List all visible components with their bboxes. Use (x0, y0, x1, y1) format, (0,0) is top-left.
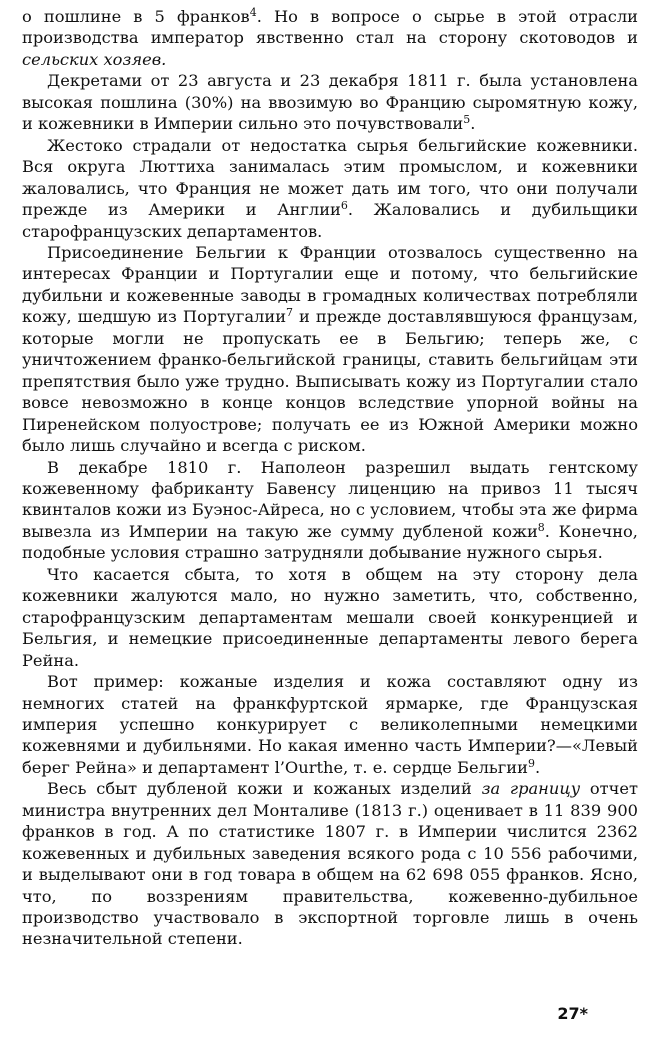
text-run: Что касается сбыта, то хотя в общем на эту сторону дела кожевники жалуются мало, но нужно заметить, что, собственно, старофранцузским департаментам мешали своей конкуренцией и Бельгия, и немецкие присоединенные департаменты левого берега Рейна. (22, 564, 638, 670)
text-run: о пошлине в 5 франков (22, 7, 250, 26)
paragraph (22, 564, 638, 671)
footnote-reference: 6 (340, 199, 348, 213)
paragraph (22, 457, 638, 564)
text-run: В декабре 1810 г. Наполеон разрешил выдать гентскому кожевенному фабриканту Бавенсу лиценцию на привоз 11 тысяч квинталов кожи из Буэнос-Айреса, но с условием, чтобы эта же фирма вывезла из Империи на такую же сумму дубленой кожи (22, 457, 638, 541)
paragraph (22, 135, 638, 242)
text-run: Декретами от 23 августа и 23 декабря 1811 г. была установлена высокая пошлина (30%) на ввозимую во Францию сыромятную кожу, и кожевники в Империи сильно это почувствовали (22, 71, 638, 134)
text-run: Вот пример: кожаные изделия и кожа составляют одну из немногих статей на франкфуртской ярмарке, где Французская империя успешно конкурирует с великолепными немецкими кожевнями и дубильнями. Но какая именно часть Империи?—«Левый берег Рейна» и департамент l’Ourthe, т. е. сердце Бельгии (22, 672, 638, 777)
text-run: отчет министра внутренних дел Монталиве (1813 г.) оценивает в 11 839 900 франков в год. А по статистике 1807 г. в Империи числится 2362 кожевенных и дубильных заведения всякого рода с 10 556 рабочими, и выделывают они в год товара в общем на 62 698 055 франков. Ясно, что, по воззрениям правительства, кожевенно-дубильное производство участвовало в экспортной торговле лишь в очень незначительной степени. (22, 779, 638, 949)
paragraph (22, 242, 638, 457)
paragraph (22, 6, 638, 70)
footnote-reference: 7 (286, 306, 294, 320)
document-page (22, 6, 638, 950)
footnote-reference: 4 (249, 6, 257, 19)
text-run: . (470, 114, 476, 134)
text-run: . Но в вопросе о сырье в этой отрасли производства император явственно стал на сторону скотоводов и (22, 7, 638, 48)
italic-text: сельских хозяев. (22, 49, 167, 69)
text-run: . Конечно, подобные условия страшно затрудняли добывание нужного сырья. (22, 521, 638, 563)
footnote-reference: 5 (463, 113, 471, 127)
paragraph (22, 70, 638, 134)
text-run: Весь сбыт дубленой кожи и кожаных изделий (47, 779, 482, 799)
text-run: и прежде доставлявшуюся французам, которые могли не пропускать ее в Бельгию; теперь же, с уничтожением франко-бельгийской границы, ставить бельгийцам эти препятствия было уже трудно. Выписывать кожу из Португалии стало вовсе невозможно в конце концов вследствие упорной войны на Пиренейском полуострове; получать ее из Южной Америки можно было лишь случайно и всегда с риском. (22, 307, 638, 456)
text-run: . Жаловались и дубильщики старофранцузских департаментов. (22, 200, 638, 241)
paragraph (22, 671, 638, 778)
footnote-reference: 8 (537, 520, 545, 534)
text-run: Жестоко страдали от недостатка сырья бельгийские кожевники. Вся округа Люттиха занималась этим промыслом, и кожевники жаловались, что Франция не может дать им того, что они получали прежде из Америки и Англии (22, 135, 638, 220)
text-run: . (534, 757, 541, 777)
page-number: 27* (557, 1004, 588, 1023)
text-run: Присоединение Бельгии к Франции отозвалось существенно на интересах Франции и Португалии еще и потому, что бельгийские дубильни и кожевенные заводы в громадных количествах потребляли кожу, шедшую из Португалии (22, 242, 638, 327)
italic-text: за границу (481, 779, 581, 799)
paragraph (22, 778, 638, 950)
footnote-reference: 9 (527, 756, 535, 770)
